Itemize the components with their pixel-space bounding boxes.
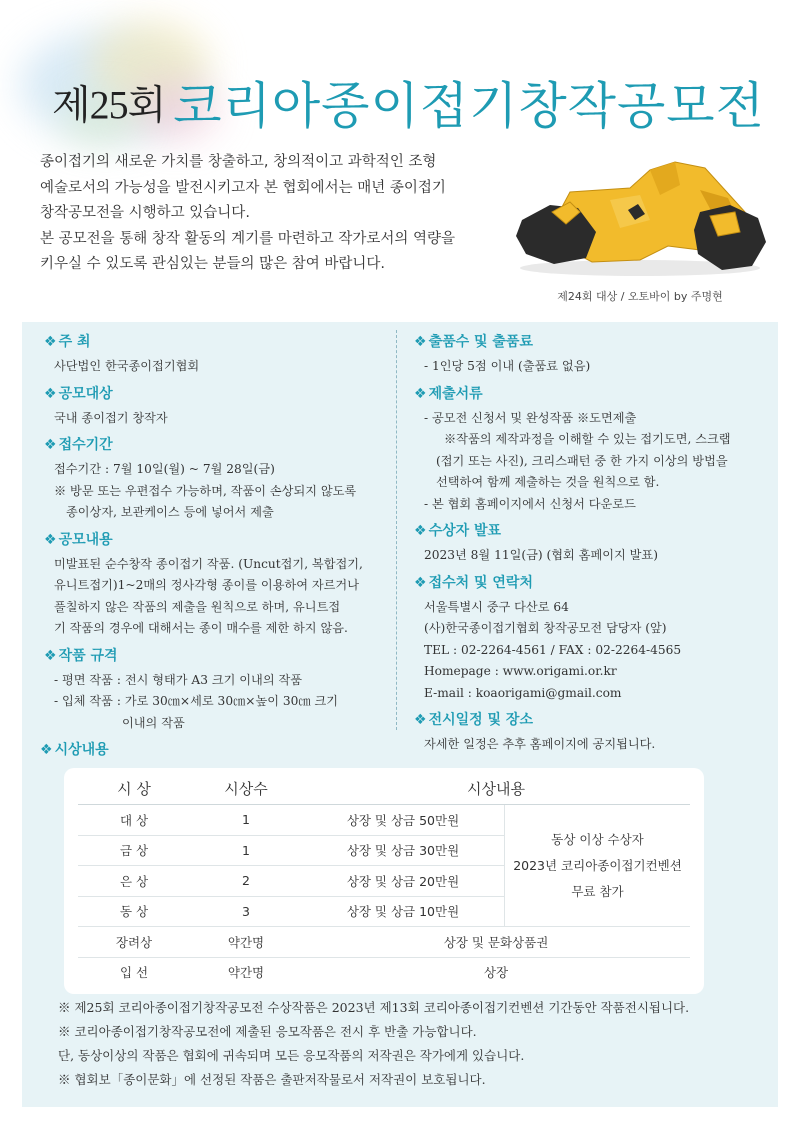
section-heading: 출품수 및 출품료 <box>428 334 533 350</box>
footnote-line: 단, 동상이상의 작품은 협회에 귀속되며 모든 응모작품의 저작권은 작가에게 있습니다. <box>58 1048 525 1063</box>
left-column <box>44 332 374 740</box>
section-eligibility <box>44 384 374 430</box>
section-line: (접기 또는 사진), 크리스패턴 중 한 가지 이상의 방법을 <box>436 453 728 468</box>
section-entry-fee <box>414 332 744 378</box>
section-line: - 본 협회 홈페이지에서 신청서 다운로드 <box>424 496 636 511</box>
section-line: - 입체 작품 : 가로 30㎝×세로 30㎝×높이 30㎝ 크기 <box>54 694 339 708</box>
section-line: 기 작품의 경우에 대해서는 종이 매수를 제한 하지 않음. <box>54 621 348 635</box>
award-count: 1 <box>190 805 302 836</box>
award-name: 입 선 <box>119 965 149 981</box>
award-prize: 상장 및 상금 50만원 <box>302 805 505 836</box>
merged-note-line: 2023년 코리아종이접기컨벤션 무료 참가 <box>513 857 682 899</box>
section-line: 이내의 작품 <box>122 715 185 730</box>
email-link[interactable]: E-mail : koaorigami@gmail.com <box>424 685 622 700</box>
award-count: 약간명 <box>190 927 302 958</box>
section-line: ※ 방문 또는 우편접수 가능하며, 작품이 손상되지 않도록 <box>54 483 357 498</box>
section-line: TEL : 02-2264-4561 / FAX : 02-2264-4565 <box>424 642 682 657</box>
section-heading: 제출서류 <box>428 385 483 402</box>
section-line: 서울특별시 중구 다산로 64 <box>424 599 569 614</box>
intro-text <box>40 150 495 278</box>
section-line: 종이상자, 보관케이스 등에 넣어서 제출 <box>66 505 274 519</box>
section-line: 풀칠하지 않은 작품의 제출을 원칙으로 하며, 유니트접 <box>54 599 341 614</box>
awards-table-card <box>64 768 704 994</box>
section-line: 선택하여 함께 제출하는 것을 원칙으로 함. <box>436 475 660 489</box>
award-count: 2 <box>190 866 302 897</box>
awards-heading <box>40 740 109 760</box>
section-heading: 공모대상 <box>58 385 113 402</box>
section-spec <box>44 646 374 735</box>
footnotes <box>58 996 758 1092</box>
table-row <box>78 805 690 836</box>
footnote-line: ※ 제25회 코리아종이접기창작공모전 수상작품은 2023년 제13회 코리아종이접기컨벤션 기간동안 작품전시됩니다. <box>58 1000 690 1015</box>
section-exhibition <box>414 710 744 756</box>
award-prize: 상장 <box>483 965 509 981</box>
section-announcement <box>414 521 744 567</box>
section-line: 미발표된 순수창작 종이접기 작품. (Uncut접기, 복합접기, <box>54 556 363 571</box>
award-prize: 상장 및 문화상품권 <box>302 927 690 958</box>
intro-line: 키우실 수 있도록 관심있는 분들의 많은 참여 바랍니다. <box>40 256 386 272</box>
diamond-icon: ❖ <box>414 574 427 591</box>
award-prize: 상장 및 상금 10만원 <box>302 896 505 927</box>
merged-note-line: 동상 이상 수상자 <box>551 831 644 847</box>
diamond-icon: ❖ <box>44 385 57 402</box>
section-heading: 수상자 발표 <box>428 523 502 539</box>
section-contact <box>414 573 744 705</box>
section-line: ※작품의 제작과정을 이해할 수 있는 접기도면, 스크랩 <box>444 432 731 446</box>
award-prize: 상장 및 상금 30만원 <box>302 835 505 866</box>
section-organizer <box>44 332 374 378</box>
section-line: - 공모전 신청서 및 완성작품 ※도면제출 <box>424 410 637 425</box>
diamond-icon: ❖ <box>414 385 427 402</box>
title-prefix: 제25회 <box>52 82 166 128</box>
right-column <box>414 332 744 762</box>
diamond-icon: ❖ <box>414 712 427 728</box>
section-line: 유니트접기)1~2매의 정사각형 종이를 이용하여 자르거나 <box>54 578 359 592</box>
section-line: (사)한국종이접기협회 창작공모전 담당자 (앞) <box>424 621 667 635</box>
section-heading: 접수처 및 연락처 <box>428 574 533 591</box>
photo-caption: 제24회 대상 / 오토바이 by 주명현 <box>557 290 723 303</box>
award-count: 3 <box>190 896 302 927</box>
diamond-icon: ❖ <box>44 531 57 548</box>
table-row <box>78 957 690 987</box>
section-line: - 1인당 5점 이내 (출품료 없음) <box>424 359 591 373</box>
award-merged-note <box>505 805 691 927</box>
award-count: 1 <box>190 835 302 866</box>
award-prize: 상장 및 상금 20만원 <box>302 866 505 897</box>
section-heading: 전시일정 및 장소 <box>428 712 533 728</box>
award-name: 금 상 <box>78 835 190 866</box>
section-documents <box>414 384 744 516</box>
diamond-icon: ❖ <box>44 437 57 453</box>
awards-table <box>78 772 690 987</box>
section-submission-period <box>44 435 374 524</box>
section-contents <box>44 530 374 640</box>
diamond-icon: ❖ <box>44 334 57 350</box>
page-title <box>52 66 765 138</box>
section-line: 국내 종이접기 창작자 <box>54 410 168 425</box>
intro-line: 종이접기의 새로운 가치를 창출하고, 창의적이고 과학적인 조형 <box>40 154 437 170</box>
origami-motorcycle-image <box>500 150 770 285</box>
award-name: 동 상 <box>78 896 190 927</box>
award-name: 은 상 <box>78 866 190 897</box>
diamond-icon: ❖ <box>44 647 57 664</box>
section-line: 사단법인 한국종이접기협회 <box>54 359 200 373</box>
column-header: 시상수 <box>190 772 302 805</box>
diamond-icon: ❖ <box>414 523 427 539</box>
section-line: 2023년 8월 11일(금) (협회 홈페이지 발표) <box>424 548 658 562</box>
column-header: 시상내용 <box>302 772 690 805</box>
section-heading: 작품 규격 <box>58 647 118 664</box>
title-main: 코리아종이접기창작공모전 <box>173 77 765 135</box>
section-heading: 공모내용 <box>58 531 113 548</box>
diamond-icon: ❖ <box>414 334 427 350</box>
award-name: 대 상 <box>78 805 190 836</box>
section-line: 자세한 일정은 추후 홈페이지에 공지됩니다. <box>424 737 656 751</box>
section-line: - 평면 작품 : 전시 형태가 A3 크기 이내의 작품 <box>54 672 303 687</box>
footnote-line: ※ 협회보「종이문화」에 선정된 작품은 출판저작물로서 저작권이 보호됩니다. <box>58 1072 486 1087</box>
column-header: 시 상 <box>78 772 190 805</box>
diamond-icon: ❖ <box>40 742 53 758</box>
award-name: 장려상 <box>78 927 190 958</box>
section-line: 접수기간 : 7월 10일(월) ~ 7월 28일(금) <box>54 462 275 476</box>
table-row <box>78 927 690 958</box>
intro-line: 창작공모전을 시행하고 있습니다. <box>40 205 250 221</box>
section-heading: 주 최 <box>58 334 91 350</box>
section-heading: 시상내용 <box>54 742 109 758</box>
table-header-row <box>78 772 690 805</box>
column-divider <box>396 330 397 730</box>
homepage-link[interactable]: Homepage : www.origami.or.kr <box>424 664 617 678</box>
intro-line: 예술로서의 가능성을 발전시키고자 본 협회에서는 매년 종이접기 <box>40 179 446 196</box>
section-heading: 접수기간 <box>58 437 113 453</box>
intro-line: 본 공모전을 통해 창작 활동의 계기를 마련하고 작가로서의 역량을 <box>40 230 456 247</box>
footnote-line: ※ 코리아종이접기창작공모전에 제출된 응모작품은 전시 후 반출 가능합니다. <box>58 1024 477 1039</box>
award-count: 약간명 <box>227 965 265 981</box>
